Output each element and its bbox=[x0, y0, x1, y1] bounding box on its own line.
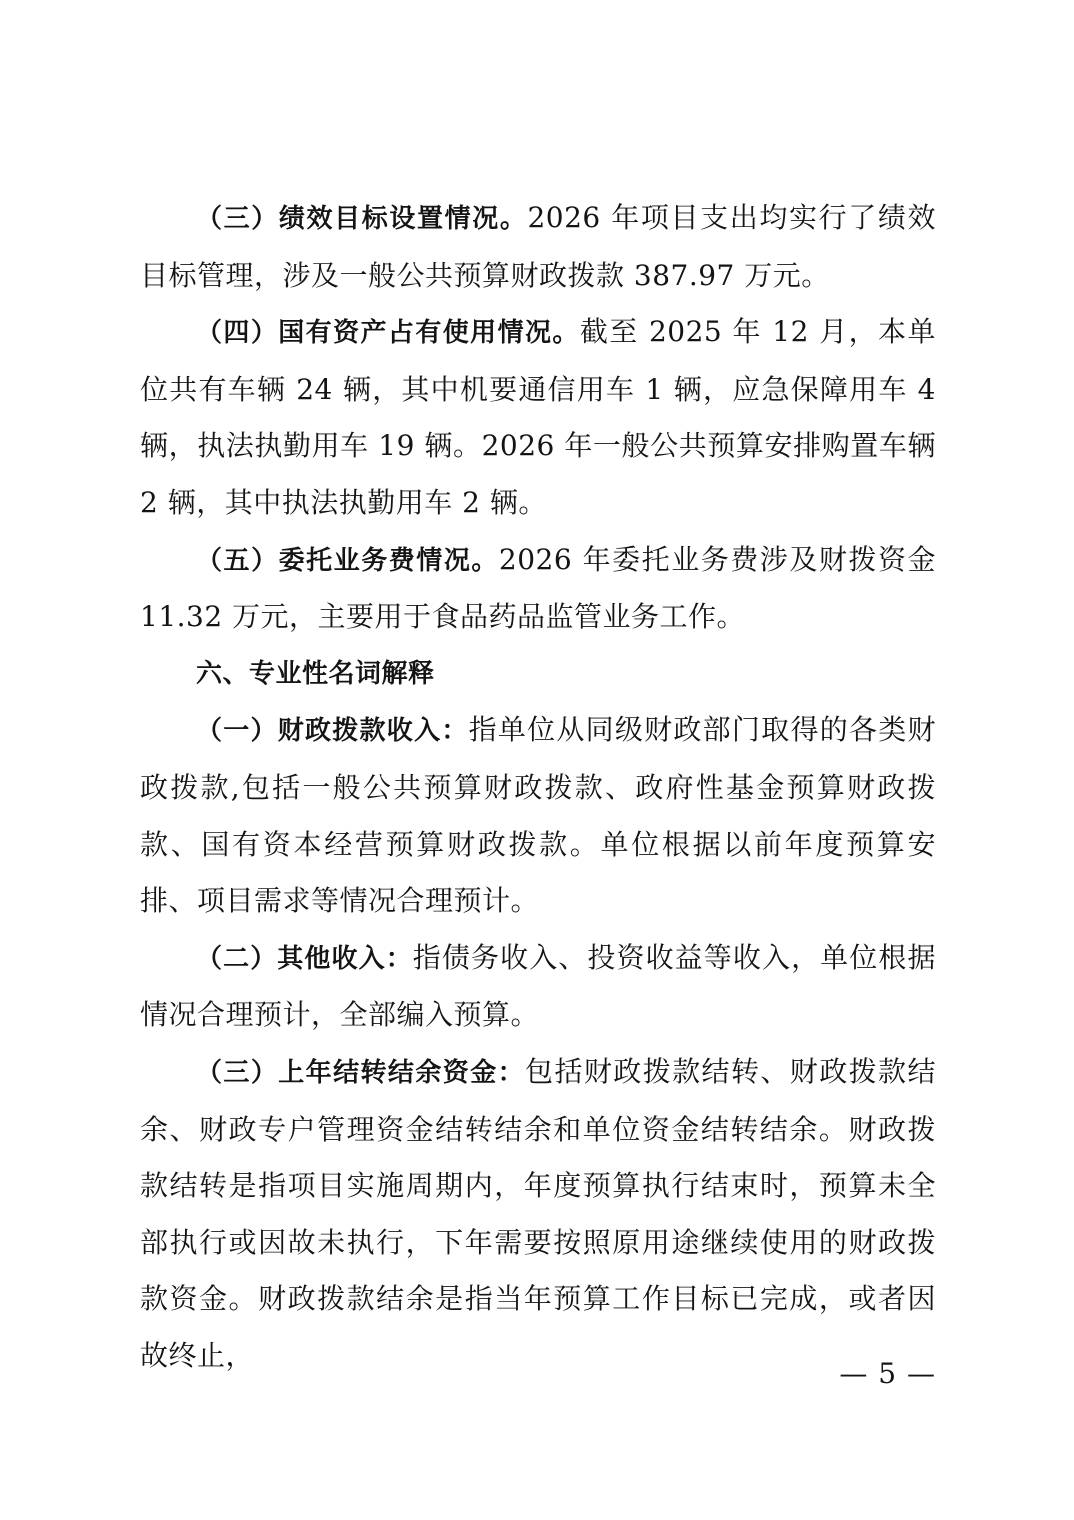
paragraph-lead: （三）绩效目标设置情况。 bbox=[196, 204, 528, 234]
paragraph-lead: （四）国有资产占有使用情况。 bbox=[196, 318, 580, 349]
paragraph-state-assets bbox=[140, 304, 936, 531]
definition-term: （二）其他收入： bbox=[196, 943, 413, 974]
paragraph-text: 2026 年项目支出均实行了绩效目标管理，涉及一般公共预算财政拨款 387.97 万元。 bbox=[140, 201, 936, 292]
definition-term: （一）财政拨款收入： bbox=[196, 716, 469, 747]
paragraph-entrusted-business-fees bbox=[140, 532, 936, 646]
page-number: — 5 — bbox=[839, 1357, 936, 1390]
definition-text: 指债务收入、投资收益等收入，单位根据情况合理预计，全部编入预算。 bbox=[140, 940, 936, 1032]
paragraph-lead: （五）委托业务费情况。 bbox=[196, 545, 499, 576]
definition-text: 指单位从同级财政部门取得的各类财政拨款,包括一般公共预算财政拨款、政府性基金预算财政拨款、国有资本经营预算财政拨款。单位根据以前年度预算安排、项目需求等情况合理预计。 bbox=[140, 713, 936, 918]
definition-fiscal-appropriation-income bbox=[140, 702, 936, 929]
document-body bbox=[140, 190, 936, 1384]
section-heading: 六、专业性名词解释 bbox=[196, 658, 435, 689]
definition-term: （三）上年结转结余资金： bbox=[196, 1057, 526, 1088]
definition-carryover-funds bbox=[140, 1044, 936, 1385]
definition-text: 包括财政拨款结转、财政拨款结余、财政专户管理资金结转结余和单位资金结转结余。财政拨款结转是指项目实施周期内，年度预算执行结束时，预算未全部执行或因故未执行，下年需要按照原用途继续使用的财政拨款资金。财政拨款结余是指当年预算工作目标已完成，或者因故终止， bbox=[140, 1054, 936, 1372]
paragraph-performance-targets bbox=[140, 190, 936, 304]
paragraph-text: 2026 年委托业务费涉及财拨资金 11.32 万元，主要用于食品药品监管业务工作。 bbox=[140, 542, 936, 634]
definition-other-income bbox=[140, 930, 936, 1044]
paragraph-text: 截至 2025 年 12 月，本单位共有车辆 24 辆，其中机要通信用车 1 辆，应急保障用车 4 辆，执法执勤用车 19 辆。2026 年一般公共预算安排购置车辆 2 辆，其中执法执勤用车 2 辆。 bbox=[140, 315, 936, 519]
